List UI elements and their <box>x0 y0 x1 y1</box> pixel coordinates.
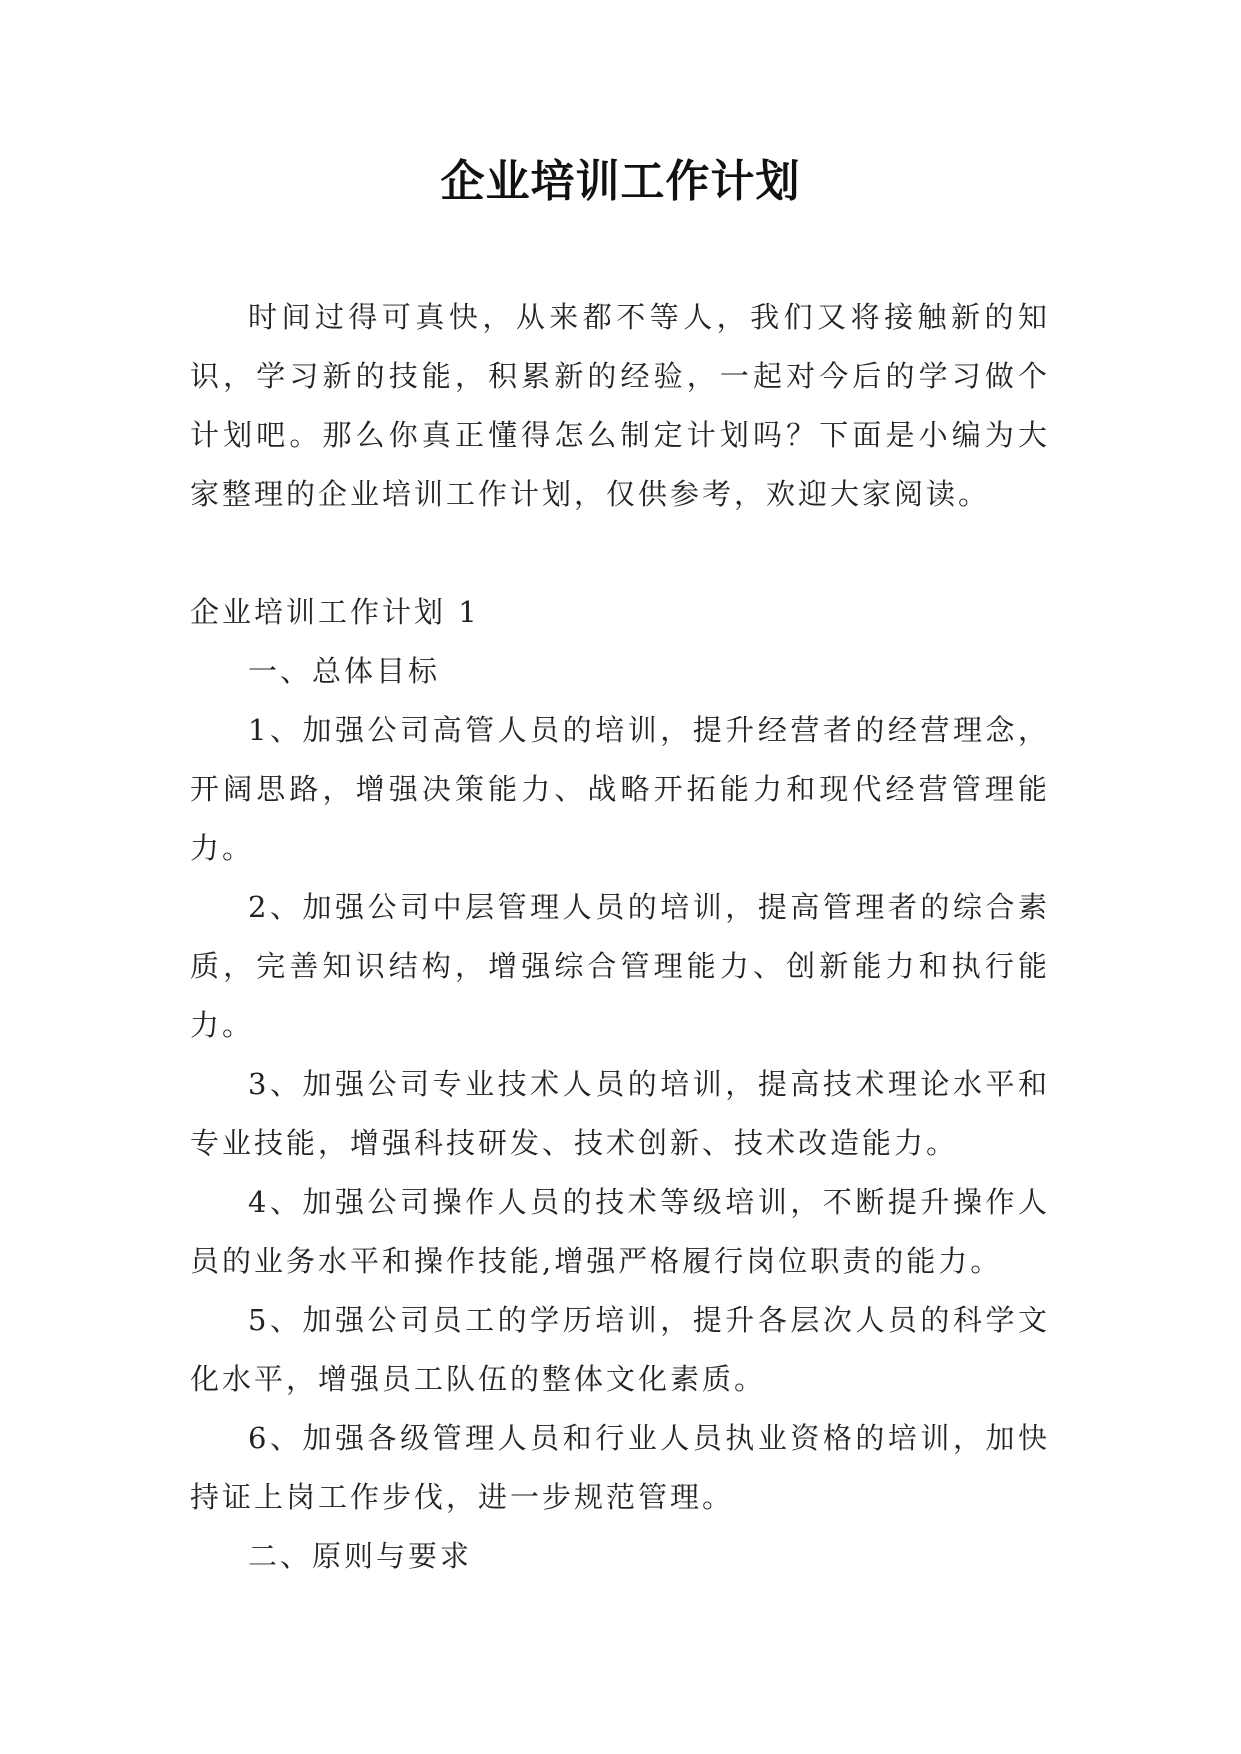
goal-item-5: 5、加强公司员工的学历培训，提升各层次人员的科学文化水平，增强员工队伍的整体文化素质。 <box>190 1303 1050 1396</box>
intro-paragraph: 时间过得可真快，从来都不等人，我们又将接触新的知识，学习新的技能，积累新的经验，一起对今后的学习做个计划吧。那么你真正懂得怎么制定计划吗？下面是小编为大家整理的企业培训工作计划，仅供参考，欢迎大家阅读。 <box>190 300 1050 511</box>
goal-item-4: 4、加强公司操作人员的技术等级培训，不断提升操作人员的业务水平和操作技能,增强严格履行岗位职责的能力。 <box>190 1185 1050 1278</box>
section-title: 企业培训工作计划 1 <box>190 595 480 629</box>
goal-item-3: 3、加强公司专业技术人员的培训，提高技术理论水平和专业技能，增强科技研发、技术创新、技术改造能力。 <box>190 1067 1050 1160</box>
heading-overall-goals: 一、总体目标 <box>248 654 441 688</box>
goal-item-2: 2、加强公司中层管理人员的培训，提高管理者的综合素质，完善知识结构，增强综合管理能力、创新能力和执行能力。 <box>190 890 1050 1042</box>
goal-item-1: 1、加强公司高管人员的培训，提升经营者的经营理念，开阔思路，增强决策能力、战略开拓能力和现代经营管理能力。 <box>190 713 1050 865</box>
heading-principles: 二、原则与要求 <box>248 1539 473 1573</box>
goal-item-6: 6、加强各级管理人员和行业人员执业资格的培训，加快持证上岗工作步伐，进一步规范管理。 <box>190 1421 1050 1514</box>
document-body <box>190 288 1050 1586</box>
document-title: 企业培训工作计划 <box>440 156 801 207</box>
